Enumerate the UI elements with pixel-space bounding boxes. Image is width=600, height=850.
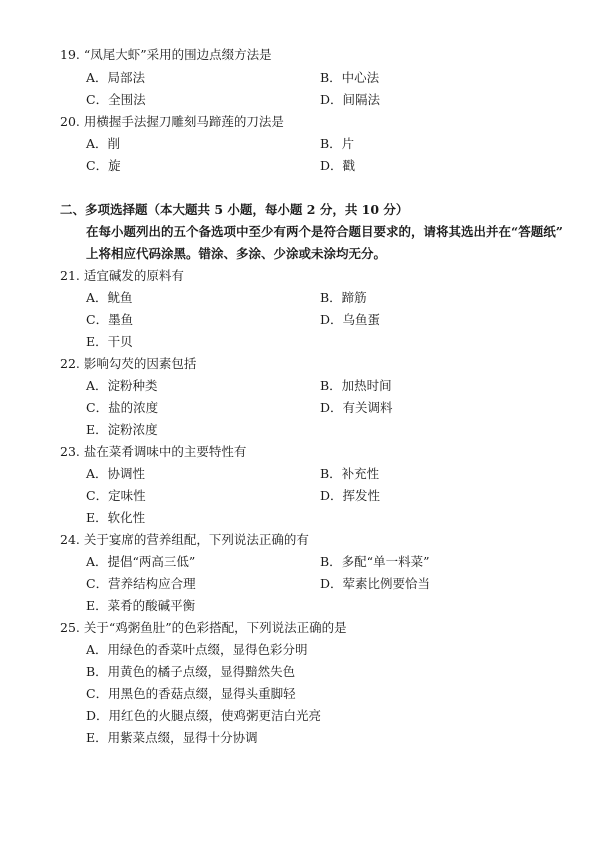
q20-option-c: C．旋 <box>86 158 121 173</box>
section-2-instruction-2: 上将相应代码涂黑。错涂、多涂、少涂或未涂均无分。 <box>86 246 387 261</box>
q23-option-b: B．补充性 <box>320 466 380 481</box>
q21-option-b: B．蹄筋 <box>320 290 367 305</box>
q24-option-b: B．多配“单一料菜” <box>320 554 430 569</box>
q25-option-b: B．用黄色的橘子点缀，显得黯然失色 <box>86 664 296 679</box>
q25-option-a: A．用绿色的香菜叶点缀，显得色彩分明 <box>86 642 308 657</box>
q24-option-c: C．营养结构应合理 <box>86 576 196 591</box>
q24-option-a: A．提倡“两高三低” <box>86 554 196 569</box>
question-21-stem: 21. 适宜碱发的原料有 <box>60 268 184 283</box>
q19-option-b: B．中心法 <box>320 70 380 85</box>
section-2-heading: 二、多项选择题（本大题共 5 小题，每小题 2 分，共 10 分） <box>60 202 409 217</box>
q22-option-b: B．加热时间 <box>320 378 392 393</box>
q25-option-d: D．用红色的火腿点缀，使鸡粥更洁白光亮 <box>86 708 322 723</box>
q21-option-e: E．干贝 <box>86 334 133 349</box>
question-19-stem: 19. “凤尾大虾”采用的围边点缀方法是 <box>60 47 272 62</box>
q22-option-a: A．淀粉种类 <box>86 378 158 393</box>
q21-option-c: C．墨鱼 <box>86 312 134 327</box>
q22-option-c: C．盐的浓度 <box>86 400 159 415</box>
q25-option-e: E．用紫菜点缀，显得十分协调 <box>86 730 258 745</box>
question-22-stem: 22. 影响勾芡的因素包括 <box>60 356 197 371</box>
q23-option-d: D．挥发性 <box>320 488 381 503</box>
q24-option-d: D．荤素比例要恰当 <box>320 576 431 591</box>
question-25-stem: 25. 关于“鸡粥鱼肚”的色彩搭配，下列说法正确的是 <box>60 620 347 635</box>
question-20-stem: 20. 用横握手法握刀雕刻马蹄莲的刀法是 <box>60 114 284 129</box>
q19-option-a: A．局部法 <box>86 70 146 85</box>
q20-option-d: D．戳 <box>320 158 356 173</box>
section-2-instruction-1: 在每小题列出的五个备选项中至少有两个是符合题目要求的，请将其选出并在“答题纸” <box>86 224 563 239</box>
q20-option-a: A．削 <box>86 136 121 151</box>
q22-option-e: E．淀粉浓度 <box>86 422 158 437</box>
q23-option-a: A．协调性 <box>86 466 146 481</box>
q21-option-d: D．乌鱼蛋 <box>320 312 381 327</box>
q22-option-d: D．有关调料 <box>320 400 393 415</box>
q21-option-a: A．鱿鱼 <box>86 290 133 305</box>
q20-option-b: B．片 <box>320 136 355 151</box>
q23-option-c: C．定味性 <box>86 488 146 503</box>
q23-option-e: E．软化性 <box>86 510 146 525</box>
question-23-stem: 23. 盐在菜肴调味中的主要特性有 <box>60 444 247 459</box>
question-24-stem: 24. 关于宴席的营养组配，下列说法正确的有 <box>60 532 309 547</box>
q19-option-c: C．全围法 <box>86 92 146 107</box>
q19-option-d: D．间隔法 <box>320 92 381 107</box>
q24-option-e: E．菜肴的酸碱平衡 <box>86 598 196 613</box>
q25-option-c: C．用黑色的香菇点缀，显得头重脚轻 <box>86 686 296 701</box>
